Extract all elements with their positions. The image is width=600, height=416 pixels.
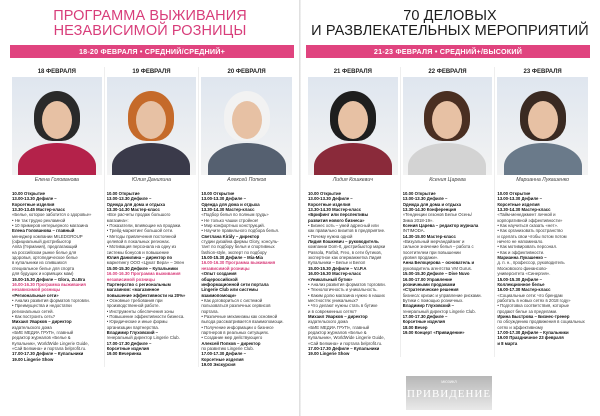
schedule-line: выгода рассматривается взаимопомощи. bbox=[201, 319, 284, 325]
schedule-line: • Как мотивировать персонал. bbox=[497, 244, 558, 250]
schedule-line: посетителем при повышении bbox=[402, 249, 461, 255]
schedule-line: «Сай Белкина» и портала belprofit.ru. bbox=[12, 345, 87, 351]
speaker-photo-body bbox=[208, 143, 286, 175]
schedule-line: продают белье за пределами. bbox=[497, 308, 558, 314]
speaker-photo-face bbox=[232, 101, 262, 139]
schedule-line: 14.30-15.00 Мастер-класс bbox=[402, 233, 456, 239]
schedule-line: 10.00 Открытие bbox=[106, 191, 140, 196]
schedule-line: руководитель агентства VM Gurus. bbox=[402, 265, 473, 271]
schedule-line: независимой розницы bbox=[201, 265, 250, 271]
schedule-line: специальное белье для спорта bbox=[12, 265, 75, 271]
day-heading: 23 ФЕВРАЛЯ bbox=[523, 69, 562, 75]
right-title-line-2: И РАЗВЛЕКАТЕЛЬНЫХ МЕРОПРИЯТИЙ bbox=[311, 23, 589, 39]
schedule-list bbox=[308, 185, 398, 357]
schedule-line: 10.00 Открытие bbox=[308, 191, 341, 196]
schedule-line: 13.30-14.30 Конференция bbox=[402, 207, 457, 213]
schedule-line: 13.00-13.30 Дефиле – bbox=[106, 196, 152, 202]
speaker-photo-body bbox=[314, 143, 392, 175]
left-title bbox=[0, 0, 300, 45]
schedule-line: сетях и эффективному bbox=[497, 324, 544, 330]
schedule-line: • Бизнес хоть – умей адресный или bbox=[308, 223, 379, 229]
schedule-line: «Социальные сети: что брендам bbox=[497, 292, 563, 298]
schedule-line: производственной работе. bbox=[106, 303, 160, 309]
schedule-line: работать в новых сетях в 2018 году» bbox=[497, 297, 571, 303]
speaker-photo bbox=[403, 77, 493, 175]
schedule-line: • Каким долю магазина нужно в наших bbox=[308, 292, 385, 298]
speaker-photo bbox=[201, 77, 292, 175]
schedule-line: «Сай Белкина» и портала belprofit.ru. bbox=[308, 340, 383, 346]
schedule-line: 17.00-17.30 Дефиле – Купальники bbox=[308, 345, 380, 351]
day-column bbox=[495, 67, 590, 357]
schedule-line: • Мотивация персонала на одну из bbox=[106, 244, 177, 250]
schedule-line: • 10 примеров интерьерного магазина bbox=[12, 223, 88, 229]
schedule-line: 13.00-13.30 Дефиле – bbox=[201, 196, 246, 202]
schedule-line: • Почему нужна одной bbox=[308, 233, 353, 239]
schedule-line: студии дизайна фирмы Glory, консуль- bbox=[201, 239, 279, 245]
musical-ad-headline: ПРИВИДЕНИЕ bbox=[406, 388, 492, 400]
schedule-line: корпоративной эффективности» bbox=[497, 217, 563, 223]
schedule-line: • Трейд-маркетинг большой сети. bbox=[106, 228, 174, 234]
schedule-line: fashion-style, эксперт по подбору bbox=[201, 249, 267, 255]
speaker-caption: Лидия Кошкевич bbox=[332, 177, 373, 183]
day-column bbox=[401, 67, 496, 357]
schedule-line: 15.00-15.30 Дефиле – Glоrа, Zu.Bra bbox=[12, 276, 86, 282]
schedule-line: «БИЕ МЕДИА ГРУП», главный bbox=[12, 329, 74, 335]
schedule-line: Михаил Уварков – директор bbox=[12, 319, 72, 325]
schedule-line: 16.00-17.30 Мастер-класс bbox=[497, 287, 551, 293]
schedule-line: 13.30-14.30 Мастер-класс bbox=[201, 207, 255, 213]
schedule-line: Корсетные изделия bbox=[497, 201, 540, 207]
schedule-line: Passola, Parfait, Freo, в сети бутиков, bbox=[308, 249, 382, 255]
right-date-banner: 21-23 ФЕВРАЛЯ • СРЕДНИЙ+/ВЫСОКИЙ bbox=[306, 45, 590, 58]
day-column bbox=[199, 67, 294, 367]
schedule-line: здоровья, ортопедическое белье bbox=[12, 255, 78, 261]
schedule-line: Ксения Царева – редактор журнала bbox=[402, 223, 479, 229]
schedule-line: 15.00-15.30 Дефиле – bbox=[497, 276, 542, 282]
speaker-caption: Алексей Попков bbox=[227, 177, 267, 183]
schedule-line: маркетингу ООО «Цукат Вера» – Эпен bbox=[106, 260, 184, 266]
schedule-line: целевой в локальных регионах. bbox=[106, 239, 171, 245]
schedule-line: • Преимущества и недостатки bbox=[12, 303, 72, 309]
schedule-line: 10.00 Открытие bbox=[497, 191, 531, 196]
schedule-line: • Что делают нужны стать в бутике bbox=[308, 303, 378, 309]
speaker-photo-body bbox=[408, 143, 486, 175]
schedule-line: • Подготовка соответствия, которые bbox=[497, 303, 569, 309]
schedule-line: менеджер компании MILEDGROUP bbox=[12, 233, 83, 239]
schedule-line: 17.00-17.30 Дефиле – Купальники bbox=[497, 329, 569, 335]
schedule-line: Купальник», WorldWide Lingerie Guide, bbox=[308, 335, 385, 341]
schedule-line: • Как и эффективности. bbox=[497, 249, 545, 255]
schedule-line: Владимир Глуховский – bbox=[402, 303, 455, 309]
schedule-line: редактор журналов «Белье & bbox=[12, 335, 71, 341]
schedule-line: «Белье, которое заботится о здоровье» bbox=[12, 212, 92, 218]
speaker-photo bbox=[308, 77, 398, 175]
schedule-line: 13.30-14.30 Мастер-класс bbox=[308, 207, 362, 213]
schedule-line: 15.00-15.30 Дефиле – Купальники bbox=[106, 265, 178, 271]
schedule-line: • Инструменты обеспечения зоны bbox=[106, 308, 174, 314]
schedule-line: • Анализ развития форматов торговли. bbox=[12, 297, 90, 303]
schedule-line: ничего не напоминало. bbox=[497, 239, 544, 245]
schedule-line: • Как научиться сказать «нет». bbox=[497, 223, 559, 229]
schedule-line: 16.00-16.30 Программа выживания bbox=[201, 260, 276, 266]
schedule-line: 13.30-14.30 Мастер-класс bbox=[497, 207, 551, 213]
schedule-line: 19.00 Концерт «Привидение» bbox=[402, 329, 465, 335]
speaker-caption: Ксения Царева bbox=[429, 177, 466, 183]
speaker-caption: Марианна Лукашенко bbox=[516, 177, 570, 183]
schedule-line: «Брифинг или перспективы bbox=[308, 212, 369, 218]
schedule-line: университета «Синергия». bbox=[497, 271, 551, 277]
day-heading: 19 ФЕВРАЛЯ bbox=[132, 69, 171, 75]
schedule-line: «Тенденции сезонов Белье Осень/ bbox=[402, 212, 472, 218]
schedule-line: Юлия Данилина – директор по bbox=[106, 255, 173, 261]
schedule-line: на российском рынке белье для bbox=[12, 249, 77, 255]
schedule-line: информационной сети портала bbox=[201, 281, 269, 287]
schedule-line: 17.00-17.30 Дефиле – bbox=[106, 340, 152, 346]
left-date-banner: 18-20 ФЕВРАЛЯ • СРЕДНИЙ/СРЕДНИЙ+ bbox=[10, 45, 294, 58]
schedule-line: 17.00-17.30 Дефиле – Купальники bbox=[12, 351, 84, 357]
schedule-line: Светлана Király – директор bbox=[201, 233, 260, 239]
schedule-line: Корсетные изделия bbox=[308, 201, 351, 207]
speaker-caption: Юлия Данилина bbox=[131, 177, 172, 183]
schedule-line: 13.00-13.30 Дефиле – bbox=[12, 196, 57, 202]
schedule-list bbox=[201, 185, 292, 367]
right-day-columns bbox=[306, 67, 590, 357]
schedule-line: тант по подбору белья и спортивных bbox=[201, 244, 275, 250]
speaker-photo-body bbox=[18, 143, 96, 175]
speaker-photo-body bbox=[112, 143, 190, 175]
schedule-line: Одежда для дома и отдыха bbox=[201, 201, 260, 207]
schedule-line: сильное значение белья – работа с bbox=[402, 244, 474, 250]
schedule-line: • Технологичность и уникальность. bbox=[308, 287, 378, 293]
schedule-line: 16.00-17.00 Управление bbox=[402, 276, 453, 282]
schedule-line: повышение эффективности на 20%» bbox=[106, 292, 186, 298]
schedule-line: 19.00 Вечеринка bbox=[106, 351, 142, 357]
schedule-line: 15.00-15.30 Дефиле – Dive Nuvo bbox=[402, 271, 470, 277]
schedule-list bbox=[107, 185, 197, 357]
schedule-line: 19.00 Lingerie Show bbox=[12, 356, 54, 362]
day-heading: 21 ФЕВРАЛЯ bbox=[333, 69, 372, 75]
schedule-line: компании Dom-It, дистрибьютор марки bbox=[308, 244, 386, 250]
speaker-photo bbox=[497, 77, 588, 175]
schedule-line: 13.00-13.30 Дефиле – bbox=[497, 196, 542, 202]
schedule-line: генеральный директор Lingerie Club. bbox=[106, 335, 180, 341]
schedule-line: 19.00 Экскурсия bbox=[201, 362, 236, 367]
schedule-line: Одежда для дома и отдыха bbox=[402, 201, 462, 207]
schedule-line: бизнеса: кризис и управление рисками. bbox=[402, 292, 482, 298]
schedule-line: • Повышение эффективности бизнеса. bbox=[106, 313, 185, 319]
right-title bbox=[300, 0, 600, 45]
schedule-line: Анна Белоцерова – основатель и bbox=[402, 260, 475, 266]
schedule-line: 16.00-16.30 Программа выживания bbox=[106, 271, 181, 277]
musical-ad-image bbox=[406, 376, 492, 410]
schedule-line: • Как договориться с системой bbox=[201, 297, 263, 303]
speaker-photo-body bbox=[504, 143, 582, 175]
schedule-line: 16.00-16.30 Программа выживания bbox=[12, 281, 86, 287]
schedule-line: • Основные требования при bbox=[106, 297, 163, 303]
speaker-caption: Елена Голованова bbox=[34, 177, 79, 183]
schedule-line: • Юридические и иные формы bbox=[106, 319, 168, 325]
schedule-line: по развитию Lingerie Club. bbox=[201, 345, 254, 351]
schedule-line: Бутики с помощью розничных. bbox=[402, 297, 464, 303]
schedule-list bbox=[403, 185, 493, 335]
schedule-line: для будущих и кормящих мам) bbox=[12, 271, 74, 277]
schedule-line: Марианна Лукашенко – bbox=[497, 255, 547, 261]
schedule-line: редактор журналов «Белье & bbox=[308, 329, 367, 335]
schedule-line: Зима 2018-19». bbox=[402, 217, 434, 223]
schedule-line: 13.00-13.30 Дефиле – bbox=[402, 196, 448, 202]
schedule-line: Lingerie Club или системы bbox=[201, 287, 258, 293]
schedule-line: Лидия Кошкевич – руководитель bbox=[308, 239, 379, 245]
speaker-photo-face bbox=[338, 101, 368, 139]
schedule-line: Коллекционное белье bbox=[497, 281, 545, 287]
schedule-line: 13.30-13.45 Мастер-класс bbox=[12, 207, 66, 213]
left-title-line-1: ПРОГРАММА ВЫЖИВАНИЯ bbox=[53, 8, 247, 24]
schedule-line: и сделать свои чтобы потом потом bbox=[497, 233, 567, 239]
schedule-line: «Стратегические решения bbox=[402, 287, 459, 293]
schedule-line: развития нового бизнеса» bbox=[308, 217, 365, 223]
schedule-line: 19.00 Праздничное 23 февраля bbox=[497, 335, 564, 341]
schedule-line: издательского дома bbox=[308, 319, 348, 325]
schedule-line: • Научите правильного подбора белья. bbox=[201, 228, 279, 234]
speaker-photo-face bbox=[42, 101, 72, 139]
schedule-line: издательского дома bbox=[12, 324, 52, 330]
schedule-line: организации партнерства. bbox=[106, 324, 159, 330]
schedule-line: Владимир Глуховский – bbox=[106, 329, 159, 335]
schedule-line: • Получение информации о бизнесе bbox=[201, 324, 274, 330]
schedule-line: «Уникальный бутик» bbox=[308, 276, 353, 282]
right-page bbox=[300, 0, 600, 416]
left-day-columns bbox=[10, 67, 294, 367]
schedule-line: и в современных сетях? bbox=[308, 308, 357, 314]
schedule-line: по обсуждению продвижения в социальных bbox=[497, 319, 585, 325]
schedule-line: 15.00-15.30 Дефиле – V.I.P.A bbox=[308, 265, 367, 271]
schedule-line: 10.00 Открытие bbox=[12, 191, 45, 196]
schedule-line: • Создание мер действующего bbox=[201, 335, 263, 341]
schedule-line: и 8 марта bbox=[497, 340, 518, 346]
schedule-line: взаимопомощи» bbox=[201, 292, 237, 298]
schedule-line: в купальники из слившихся bbox=[12, 260, 67, 266]
schedule-line: Московского финансово- bbox=[497, 265, 548, 271]
schedule-line: Елена Голованова – главный bbox=[12, 228, 75, 234]
schedule-line: Партнерство с региональным bbox=[106, 281, 171, 287]
schedule-line: (официальный дистрибьютор bbox=[12, 239, 72, 245]
schedule-line: 18.00 Вечер bbox=[402, 324, 428, 330]
schedule-line: 13.00-13.30 Дефиле – bbox=[308, 196, 353, 202]
schedule-list bbox=[12, 185, 102, 362]
schedule-line: 17.00-17.30 Дефиле – bbox=[201, 351, 246, 357]
schedule-line: 17.00-17.30 Дефиле – bbox=[402, 313, 448, 319]
schedule-line: «Тайм-менеджмент личной и bbox=[497, 212, 556, 218]
schedule-line: региональных сетей. bbox=[12, 308, 54, 314]
speaker-photo bbox=[12, 77, 102, 175]
schedule-line: • Не только чашки стройное! bbox=[201, 217, 259, 223]
schedule-line: Купальники – Белье и Белоп bbox=[308, 260, 366, 266]
day-heading: 18 ФЕВРАЛЯ bbox=[37, 69, 76, 75]
schedule-line: Корсетные изделия bbox=[201, 356, 244, 362]
schedule-line: Anita (Германия), предлагающий bbox=[12, 244, 78, 250]
schedule-line: • Мир конфортных конструкций. bbox=[201, 223, 265, 229]
schedule-line: Ирина Быстрова – Бизнес-тренер bbox=[497, 313, 570, 319]
schedule-line: Алексей Попков – директор bbox=[201, 340, 261, 346]
schedule-line: Михаил Уварков – директор bbox=[308, 313, 368, 319]
schedule-line: 15.00-15.30 Дефиле – Mia-Mia bbox=[201, 255, 263, 261]
schedule-line: «Подбор белья по полным грудь» bbox=[201, 212, 269, 218]
schedule-line: INTIMODA. bbox=[402, 228, 425, 234]
schedule-line: «Региональные сети» bbox=[12, 292, 59, 298]
schedule-line: «Визуальный мерчандайзинг и bbox=[402, 239, 465, 245]
schedule-line: Купальник», WorldWide Lingerie Guide, bbox=[12, 340, 89, 346]
schedule-list bbox=[497, 185, 588, 346]
musical-ad-small: МЮЗИКЛ bbox=[441, 380, 457, 384]
schedule-line: Корсетные изделия bbox=[402, 319, 445, 325]
schedule-line: магазином: «магазинное bbox=[106, 287, 160, 293]
schedule-line: • Как построить сеть? bbox=[12, 313, 56, 319]
schedule-line: 10.00 Открытие bbox=[402, 191, 436, 196]
schedule-line: «БИЕ МЕДИА ГРУП», главный bbox=[308, 324, 370, 330]
schedule-line: экспертное как оперманжетка Лидия bbox=[308, 255, 382, 261]
day-column bbox=[306, 67, 401, 357]
schedule-line: местностях уникальных? bbox=[308, 297, 359, 303]
schedule-line: независимой розницы bbox=[12, 287, 61, 293]
schedule-line: уровня продажи». bbox=[402, 255, 439, 261]
schedule-line: независимой розницы bbox=[106, 276, 155, 282]
schedule-line: магазина»: bbox=[106, 217, 129, 223]
schedule-line: портала. bbox=[201, 308, 219, 314]
schedule-line: «Опыт создания bbox=[201, 271, 237, 277]
speaker-photo bbox=[107, 77, 197, 175]
schedule-line: как правильно визитов в предприятие. bbox=[308, 228, 386, 234]
speaker-photo-face bbox=[528, 101, 558, 139]
schedule-line: партнеров в реальных ситуациях. bbox=[201, 329, 270, 335]
schedule-line: генеральный директор Lingerie Club. bbox=[402, 308, 476, 314]
schedule-line: • Как организовать пространство bbox=[497, 228, 563, 234]
day-heading: 20 ФЕВРАЛЯ bbox=[227, 69, 266, 75]
schedule-line: д. п. н., профессор, руководитель bbox=[497, 260, 565, 266]
left-title-line-2: НЕЗАВИСИМОЙ РОЗНИЦЫ bbox=[53, 23, 247, 39]
schedule-line: 10.00 Открытие bbox=[201, 191, 235, 196]
schedule-line: • Анализ развития форматов торговли. bbox=[308, 281, 386, 287]
schedule-line: • Различные механизмы как основной bbox=[201, 313, 278, 319]
schedule-line: розничными продажами bbox=[402, 281, 456, 287]
schedule-line: • Не так трудно рекламной bbox=[12, 217, 66, 223]
schedule-line: пользоваться различных сервисов bbox=[201, 303, 271, 309]
schedule-line: • Показатели, влияющие на продажи. bbox=[106, 223, 182, 229]
schedule-line: общероссийской bbox=[201, 276, 238, 282]
day-heading: 22 ФЕВРАЛЯ bbox=[428, 69, 467, 75]
schedule-line: Одежда для дома и отдыха bbox=[106, 201, 166, 207]
day-column bbox=[10, 67, 105, 367]
day-column bbox=[105, 67, 200, 367]
schedule-line: 13.30-14.30 Мастер-класс bbox=[106, 207, 160, 213]
schedule-line: Корсетные изделия bbox=[12, 201, 55, 207]
schedule-line: «Все расчеты продаж большого bbox=[106, 212, 171, 218]
schedule-line: 19.00 Lingerie Show bbox=[308, 351, 350, 357]
schedule-line: • Методы привлечения постоянной bbox=[106, 233, 177, 239]
schedule-line: 16.00-16.30 Мастер-класс bbox=[308, 271, 362, 277]
schedule-line: Корсетные изделия bbox=[106, 345, 149, 351]
schedule-line: системы бонусов и повышение bbox=[106, 249, 169, 255]
right-title-line-1: 70 ДЕЛОВЫХ bbox=[403, 8, 497, 24]
